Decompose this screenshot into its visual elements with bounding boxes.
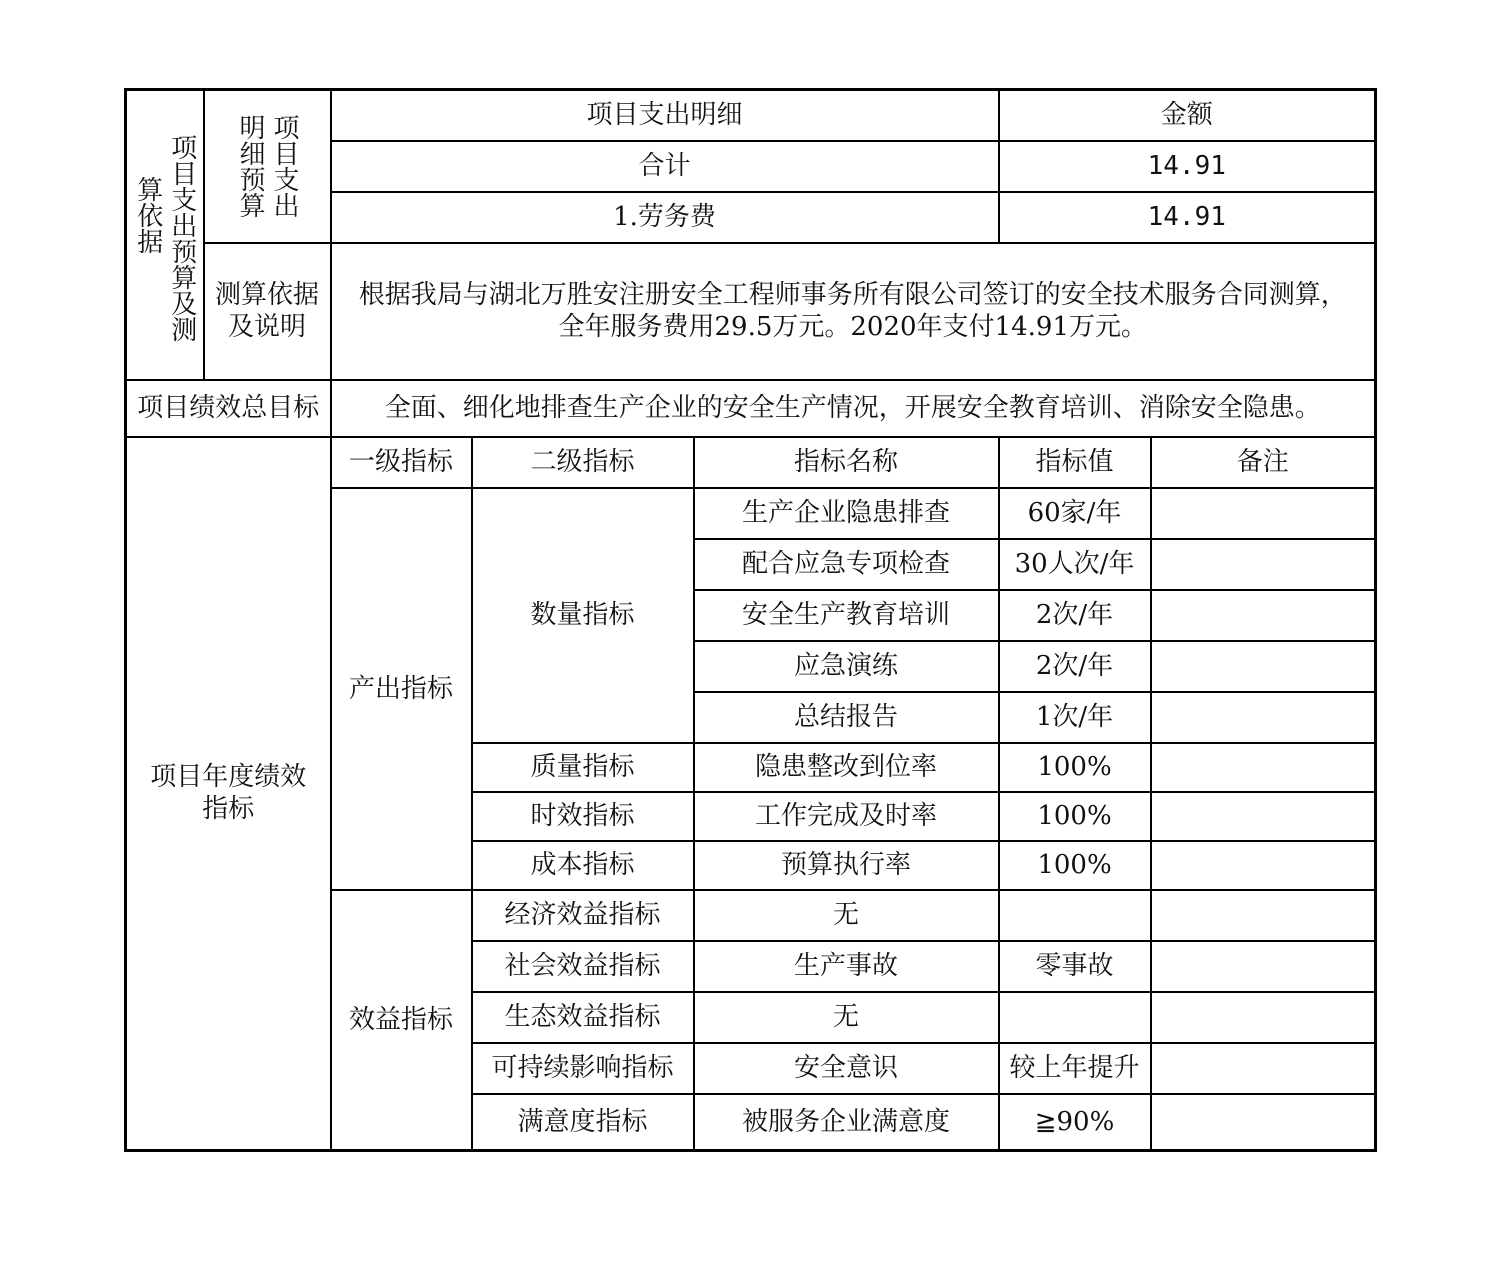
detail-budget-vertical-label [204,90,331,243]
indicator-note [1151,641,1376,692]
indicator-value: 60家/年 [999,488,1151,539]
indicator-value: 100% [999,743,1151,792]
indicator-value: 1次/年 [999,692,1151,743]
indicator-value: 零事故 [999,941,1151,992]
total-amount: 14.91 [999,141,1376,192]
performance-table [124,88,1377,1152]
indicator-note [1151,890,1376,941]
indicator-name: 生产企业隐患排查 [694,488,999,539]
indicator-note [1151,539,1376,590]
budget-basis-vertical-label [126,90,204,380]
indicator-section-label-line2: 指标 [202,794,255,825]
header-note: 备注 [1151,437,1376,488]
detail-budget-label-col1: 明细预算 [235,114,265,219]
header-name: 指标名称 [694,437,999,488]
indicator-name: 无 [694,992,999,1043]
indicator-name: 被服务企业满意度 [694,1094,999,1151]
indicator-note [1151,1094,1376,1151]
indicator-note [1151,792,1376,841]
header-value: 指标值 [999,437,1151,488]
basis-label-line2: 及说明 [227,312,306,342]
indicator-level2: 经济效益指标 [472,890,694,941]
indicator-note [1151,1043,1376,1094]
indicator-level2: 质量指标 [472,743,694,792]
indicator-name: 工作完成及时率 [694,792,999,841]
indicator-value: ≧90% [999,1094,1151,1151]
indicator-name: 总结报告 [694,692,999,743]
goal-label: 项目绩效总目标 [126,380,331,437]
indicator-value: 100% [999,792,1151,841]
header-level1: 一级指标 [331,437,472,488]
indicator-value [999,890,1151,941]
indicator-section-label [126,437,331,1151]
indicator-note [1151,743,1376,792]
goal-text: 全面、细化地排查生产企业的安全生产情况，开展安全教育培训、消除安全隐患。 [331,380,1376,437]
indicator-value: 较上年提升 [999,1043,1151,1094]
indicator-name: 配合应急专项检查 [694,539,999,590]
indicator-value: 2次/年 [999,641,1151,692]
budget-basis-label-col2: 项目支出预算及测 [166,133,197,342]
indicator-value: 30人次/年 [999,539,1151,590]
benefit-indicator-label: 效益指标 [331,890,472,1151]
basis-text-line2: 全年服务费用29.5万元。2020年支付14.91万元。 [558,312,1147,342]
indicator-level2: 成本指标 [472,841,694,890]
item-amount: 14.91 [999,192,1376,243]
quantity-indicator-label: 数量指标 [472,488,694,743]
indicator-section-label-line1: 项目年度绩效 [150,762,307,793]
indicator-note [1151,841,1376,890]
basis-label-line1: 测算依据 [214,280,319,310]
indicator-level2: 时效指标 [472,792,694,841]
header-detail: 项目支出明细 [331,90,999,141]
indicator-note [1151,992,1376,1043]
indicator-note [1151,941,1376,992]
indicator-name: 无 [694,890,999,941]
basis-text [331,243,1376,380]
header-level2: 二级指标 [472,437,694,488]
basis-text-line1: 根据我局与湖北万胜安注册安全工程师事务所有限公司签订的安全技术服务合同测算， [358,280,1347,310]
indicator-name: 隐患整改到位率 [694,743,999,792]
indicator-level2: 可持续影响指标 [472,1043,694,1094]
indicator-level2: 满意度指标 [472,1094,694,1151]
indicator-value: 2次/年 [999,590,1151,641]
indicator-note [1151,590,1376,641]
detail-budget-label-col2: 项目支出 [269,114,299,219]
indicator-name: 安全生产教育培训 [694,590,999,641]
indicator-value: 100% [999,841,1151,890]
indicator-name: 预算执行率 [694,841,999,890]
indicator-note [1151,488,1376,539]
output-indicator-label: 产出指标 [331,488,472,890]
indicator-name: 生产事故 [694,941,999,992]
indicator-value [999,992,1151,1043]
indicator-level2: 社会效益指标 [472,941,694,992]
header-amount: 金额 [999,90,1376,141]
basis-label [204,243,331,380]
budget-basis-label-col1: 算依据 [132,175,163,254]
item-label: 1.劳务费 [331,192,999,243]
indicator-name: 安全意识 [694,1043,999,1094]
total-label: 合计 [331,141,999,192]
indicator-level2: 生态效益指标 [472,992,694,1043]
indicator-name: 应急演练 [694,641,999,692]
indicator-note [1151,692,1376,743]
